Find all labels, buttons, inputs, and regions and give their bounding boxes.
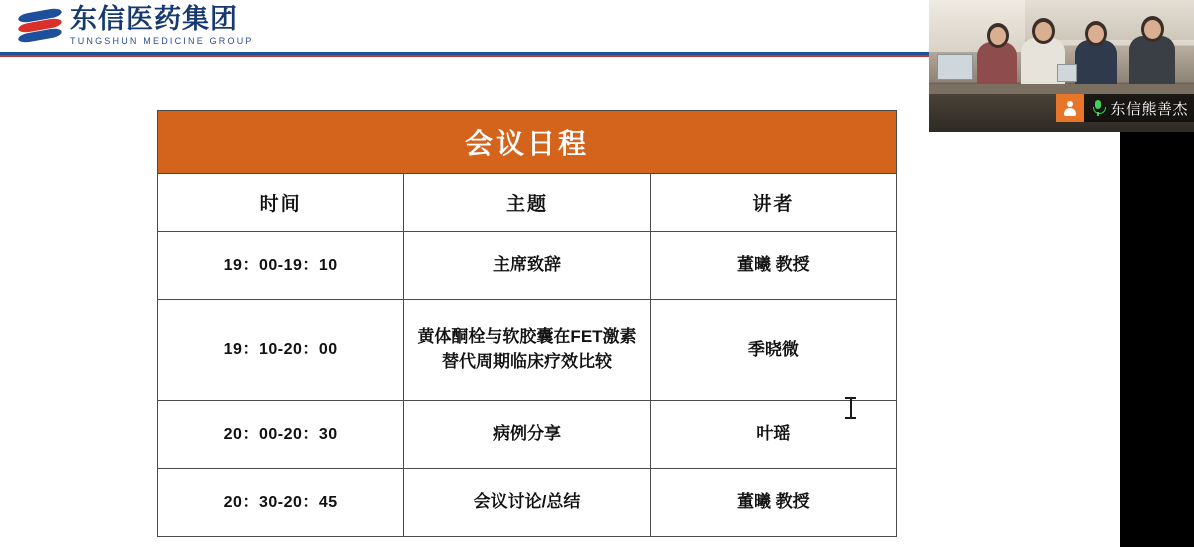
company-name-cn: 东信医药集团 bbox=[70, 4, 238, 34]
participant-name: 东信熊善杰 bbox=[1110, 100, 1188, 118]
agenda-title-row bbox=[158, 111, 897, 174]
cell-speaker: 季晓微 bbox=[650, 300, 896, 401]
cell-time: 19：10-20：00 bbox=[158, 300, 404, 401]
participant-video-tile[interactable] bbox=[929, 0, 1194, 132]
column-header-speaker: 讲者 bbox=[650, 174, 896, 232]
cell-time: 19：00-19：10 bbox=[158, 232, 404, 300]
company-name-en: TUNGSHUN MEDICINE GROUP bbox=[70, 36, 254, 46]
agenda-header-row bbox=[158, 174, 897, 232]
cell-time: 20：30-20：45 bbox=[158, 469, 404, 537]
microphone-icon[interactable] bbox=[1090, 99, 1106, 117]
table-row bbox=[158, 401, 897, 469]
video-person bbox=[977, 42, 1017, 88]
cell-speaker: 董曦 教授 bbox=[650, 232, 896, 300]
cell-topic: 会议讨论/总结 bbox=[404, 469, 650, 537]
column-header-time: 时间 bbox=[158, 174, 404, 232]
agenda-table bbox=[157, 110, 897, 537]
video-monitor bbox=[1057, 64, 1077, 82]
cell-speaker: 董曦 教授 bbox=[650, 469, 896, 537]
cell-topic: 主席致辞 bbox=[404, 232, 650, 300]
video-person bbox=[1129, 36, 1175, 88]
column-header-topic: 主题 bbox=[404, 174, 650, 232]
tungshun-swoosh-logo-icon bbox=[18, 7, 62, 45]
video-monitor bbox=[937, 54, 973, 80]
company-logo bbox=[18, 4, 254, 48]
agenda-title: 会议日程 bbox=[158, 111, 897, 174]
participant-name-strip bbox=[1056, 94, 1194, 122]
table-row bbox=[158, 232, 897, 300]
cell-time: 20：00-20：30 bbox=[158, 401, 404, 469]
cell-speaker: 叶瑶 bbox=[650, 401, 896, 469]
video-person bbox=[1075, 40, 1117, 88]
cell-topic: 黄体酮栓与软胶囊在FET激素替代周期临床疗效比较 bbox=[404, 300, 650, 401]
table-row bbox=[158, 300, 897, 401]
person-icon bbox=[1056, 94, 1084, 122]
cell-topic: 病例分享 bbox=[404, 401, 650, 469]
table-row bbox=[158, 469, 897, 537]
